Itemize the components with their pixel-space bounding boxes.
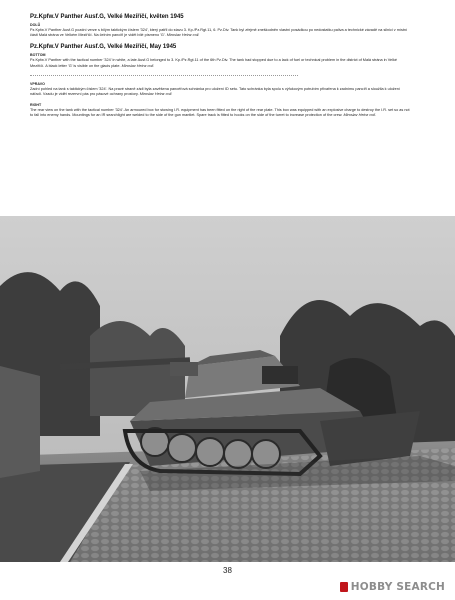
caption-direction: BOTTOM (30, 53, 46, 58)
caption-text (30, 108, 410, 118)
photo-illustration (0, 216, 455, 562)
caption-direction: RIGHT (30, 103, 42, 108)
caption-direction: VPRAVO (30, 81, 45, 86)
caption-en-right (30, 103, 410, 118)
caption-credit: Miroslav Heinz coll. (343, 113, 377, 118)
captions (30, 14, 410, 125)
caption-body: Pz.Kpfw.V Panther with the tactical number '324' in white, a late Ausf.G belonged to 3. Kp./Pz.Rgt.11 of the 6th Pz.Div. The tank had stopped due to a lack of fuel or technical problem in the district of Malá strána in Velké Meziříčí. A black letter 'G' is visible on the glacis plate. (30, 58, 398, 68)
caption-body: Pz.Kpfw.V Panther Ausf.G pozdní verze s bílým taktickým číslem '324', který patřil do stavu 3. Kp./Pz.Rgt.11, 6. Pz.Div. Tank byl zřejmě zneškodněn vlastní posádkou po nedostatku paliva a technické závadě na silnici v místní části Malá strána ve Velkém Meziříčí. Na čelním pancíři je vidět bílé písmeno 'G'. (30, 28, 408, 38)
caption-separator (30, 75, 298, 76)
caption-credit: Miroslav Heinz coll. (139, 92, 173, 97)
caption-body: The rear view on the tank with the tactical number '324'. An armoured box for stowing I.R. equipment has been fitted on the right of the rear plate. This box was equipped with an explosive charge to destroy the I.R. set so as not to fall into enemy hands. Mountings for an IR searchlight are welded to the side of the gun mantlet. Spare track is fitted to hooks on the side of the turret to increase protection of the crew. (30, 108, 410, 118)
caption-text (30, 28, 410, 38)
tank-photograph (0, 216, 455, 562)
watermark-logo (340, 580, 445, 594)
hobbysearch-logo-icon (340, 582, 348, 592)
caption-title: Pz.Kpfw.V Panther Ausf.G, Velké Meziříčí, May 1945 (30, 44, 177, 51)
caption-cz-bottom (30, 14, 410, 38)
caption-text (30, 58, 410, 68)
caption-credit: Miroslav Heinz coll. (121, 63, 155, 68)
watermark-text: HOBBY SEARCH (350, 581, 445, 593)
page-number: 38 (223, 566, 232, 575)
caption-en-bottom (30, 44, 410, 68)
caption-cz-right (30, 82, 410, 97)
caption-body: Zadní pohled na tank s taktickým číslem '324'. Na pravé straně zádi byla zavěšena pancéřová schránka pro uložení ID setu. Tato schránka byla spolu s výfukovým potrubím přivařena k zadnímu pancíři a sloužila k uložení nářadí. Vzadu je vidět rezervní pás pro pásové ochrany prostory. (30, 86, 400, 97)
caption-title: Pz.Kpfw.V Panther Ausf.G, Velké Meziříčí, květen 1945 (30, 14, 184, 20)
caption-text (30, 87, 410, 97)
caption-credit: Miroslav Heinz coll. (166, 33, 200, 38)
caption-direction: DOLŮ (30, 23, 41, 27)
